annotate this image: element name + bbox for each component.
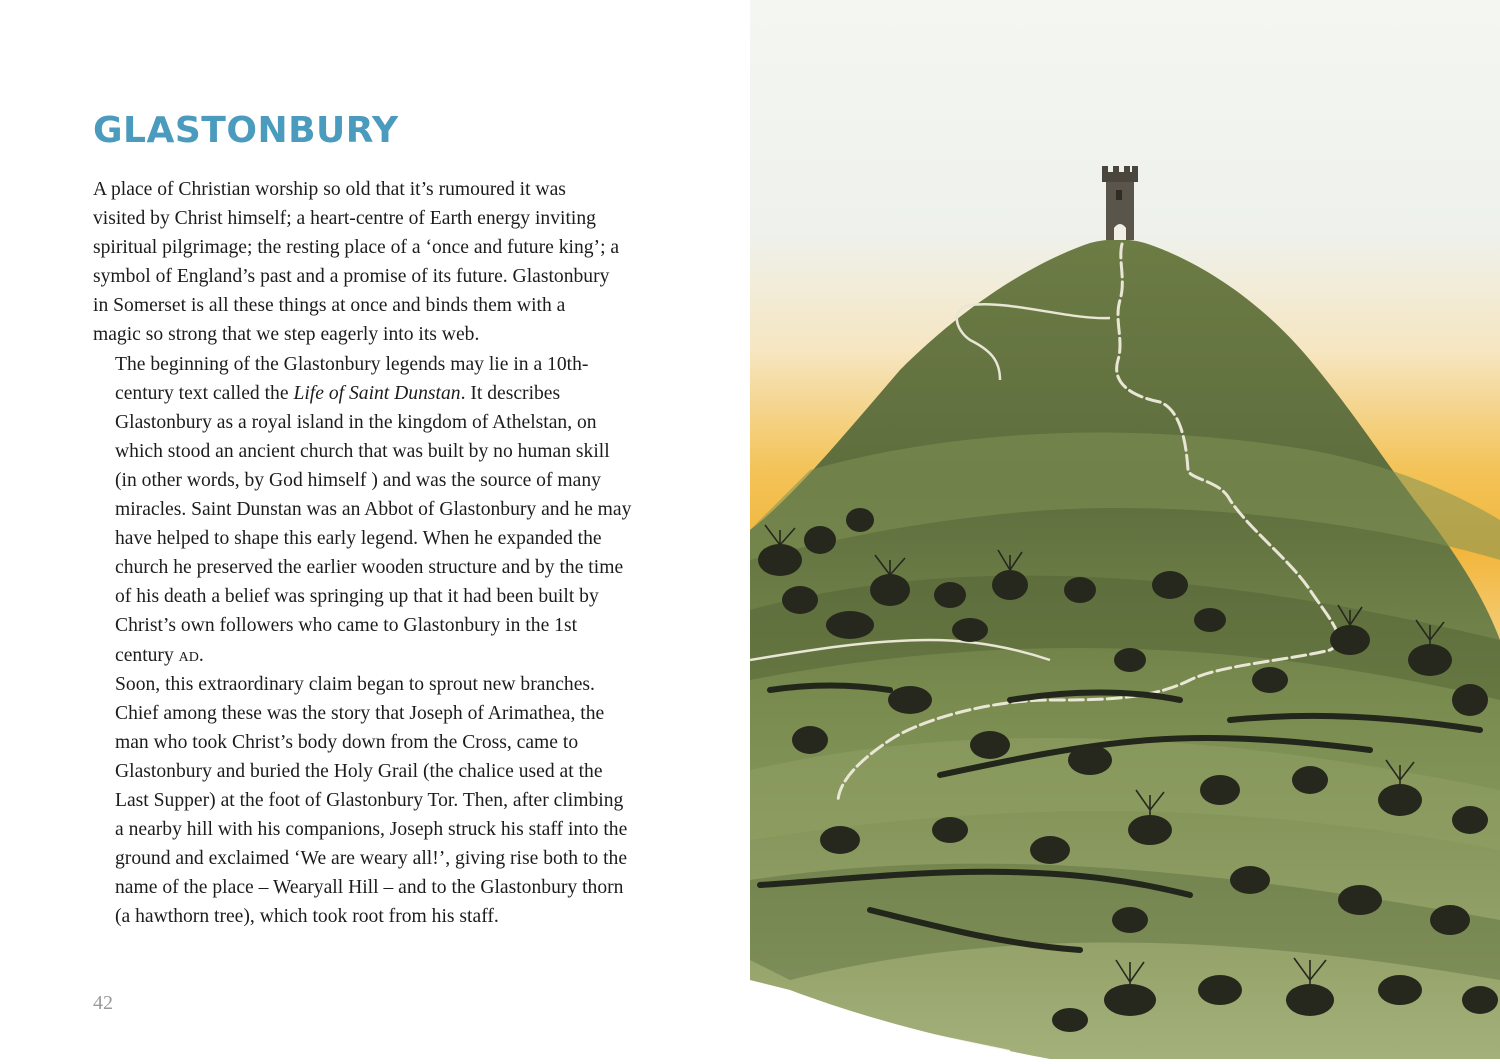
text-line [93,553,638,582]
text-line [93,291,638,320]
text-run: A place of Christian worship so old that it’s rumoured it was [93,179,566,200]
text-line [93,320,638,349]
glastonbury-tor-icon [750,0,1500,1059]
text-run: have helped to shape this early legend. When he expanded the [115,528,602,550]
text-run: Christ’s own followers who came to Glastonbury in the 1st [115,615,578,637]
text-line [93,408,638,437]
text-run: The beginning of the Glastonbury legends may lie in a 10th- [115,353,589,375]
text-line [93,524,638,553]
text-run: Soon, this extraordinary claim began to sprout new branches. [115,673,595,695]
text-run: . [198,644,204,666]
text-line [93,466,638,495]
tor-tower [1102,166,1138,240]
text-run: Glastonbury as a royal island in the kingdom of Athelstan, on [115,411,597,433]
text-line [93,873,638,902]
text-run: (in other words, by God himself ) and was the source of many [115,469,601,491]
text-run: Glastonbury and buried the Holy Grail (the chalice used at the [115,760,603,782]
text-run: Chief among these was the story that Joseph of Arimathea, the [115,702,605,724]
text-run: (a hawthorn tree), which took root from his staff. [115,906,499,928]
text-line [93,670,638,699]
text-run: which stood an ancient church that was built by no human skill [115,440,610,462]
text-run: visited by Christ himself; a heart-centre of Earth energy inviting [93,208,596,230]
text-line [93,262,638,291]
text-page [0,0,750,1059]
body-paragraph [93,350,638,670]
era-abbreviation: ad [178,644,199,666]
text-run: miracles. Saint Dunstan was an Abbot of Glastonbury and he may [115,499,632,521]
text-run: magic so strong that we step eagerly into its web. [93,324,480,346]
text-line [93,233,638,262]
article-body [93,175,638,931]
body-paragraph [93,670,638,932]
text-run: ground and exclaimed ‘We are weary all!’, giving rise both to the [115,848,628,870]
text-line [93,757,638,786]
text-line [93,582,638,611]
text-run: century [115,644,179,666]
italic-title: Life of Saint Dunstan [293,382,461,404]
text-line [93,786,638,815]
text-run: Last Supper) at the foot of Glastonbury Tor. Then, after climbing [115,789,624,811]
text-line [93,611,638,640]
text-line [93,495,638,524]
text-run: man who took Christ’s body down from the Cross, came to [115,731,579,753]
text-line [93,699,638,728]
text-line [93,350,638,379]
page-number: 42 [93,992,113,1014]
text-line [93,204,638,233]
text-line [93,815,638,844]
text-run: a nearby hill with his companions, Joseph struck his staff into the [115,819,628,841]
text-line [93,728,638,757]
text-line [93,641,638,670]
text-run: spiritual pilgrimage; the resting place of a ‘once and future king’; a [93,237,620,259]
body-paragraph [93,175,638,350]
illustration-panel [750,0,1500,1059]
text-line [93,175,638,204]
text-run: of his death a belief was springing up that it had been built by [115,586,599,608]
text-run: century text called the [115,382,294,404]
text-run: church he preserved the earlier wooden structure and by the time [115,557,624,579]
page-title: GLASTONBURY [93,110,399,151]
text-run: symbol of England’s past and a promise of its future. Glastonbury [93,266,610,288]
text-line [93,379,638,408]
text-line [93,902,638,931]
text-line [93,844,638,873]
text-run: in Somerset is all these things at once and binds them with a [93,295,566,317]
text-run: name of the place – Wearyall Hill – and to the Glastonbury thorn [115,877,624,899]
text-run: . It describes [460,382,561,404]
text-line [93,437,638,466]
